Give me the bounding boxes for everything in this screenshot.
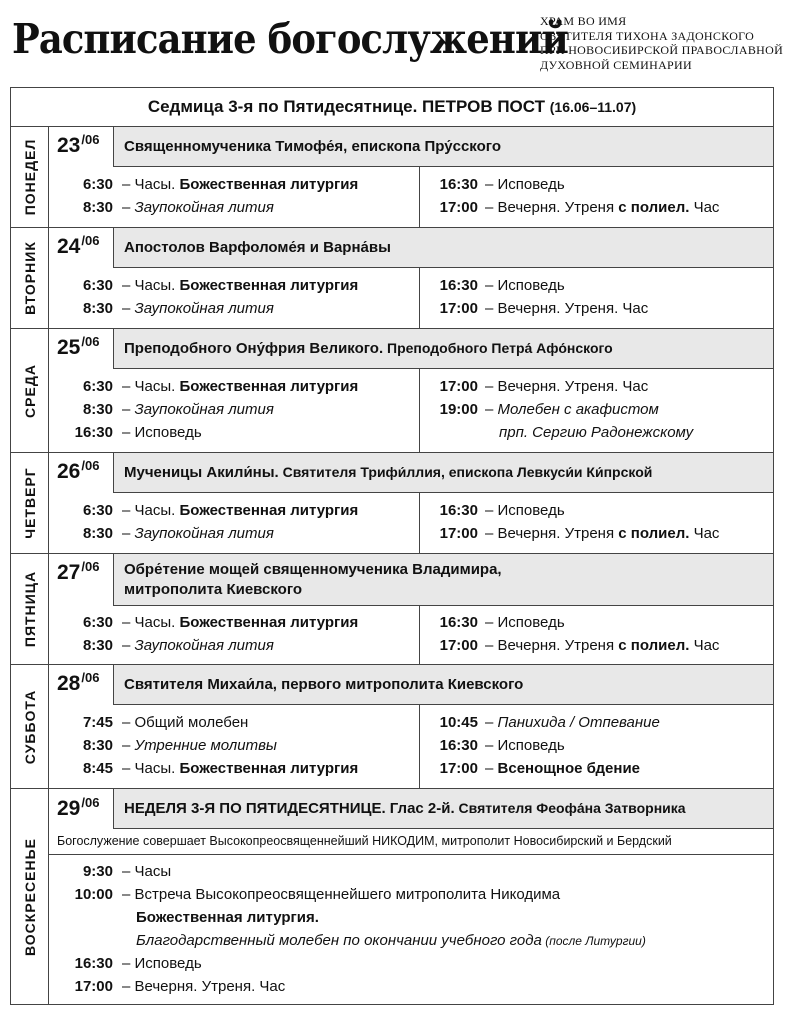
service-item: – Панихида / Отпевание (485, 714, 660, 731)
service-note: Богослужение совершает Высокопреосвященнейший НИКОДИМ, митрополит Новосибирский и Бердский (49, 829, 773, 855)
column-divider (419, 493, 420, 554)
feast-title: Священномученика Тимофе́я, епископа Пру́сского (113, 127, 773, 167)
services-right (485, 499, 719, 545)
church-line: ДУХОВНОЙ СЕМИНАРИИ (540, 57, 692, 72)
services-right (485, 611, 719, 657)
service-item: Благодарственный молебен по окончании учебного года (после Литургии) (136, 932, 646, 949)
feast-title: Обре́тение мощей священномученика Владимира, митрополита Киевского (113, 554, 773, 606)
times-right: 16:30 17:00 (439, 277, 478, 317)
day-row-thursday (11, 452, 773, 553)
service-item: – Вечерня. Утреня с полиел. Час (485, 199, 720, 216)
feast-title: Апостолов Варфоломе́я и Варна́вы (113, 228, 773, 268)
schedule-table (10, 87, 774, 1005)
service-item: – Исповедь (122, 424, 202, 441)
column-divider (419, 606, 420, 665)
service-item: – Вечерня. Утреня с полиел. Час (485, 525, 720, 542)
service-item: – Заупокойная лития (122, 525, 274, 542)
church-line: ПРИ НОВОСИБИРСКОЙ ПРАВОСЛАВНОЙ (540, 43, 784, 57)
services-right (485, 711, 660, 780)
date: $27^{/06}$ (57, 559, 100, 584)
service-item: – Всенощное бдение (485, 760, 641, 777)
service-item: Божественная литургия. (136, 909, 319, 926)
header (8, 6, 784, 76)
services-right (485, 173, 719, 219)
service-item: – Часы. Божественная литургия (122, 277, 359, 294)
services-right (485, 375, 693, 444)
church-line: СВЯТИТЕЛЯ ТИХОНА ЗАДОНСКОГО (540, 28, 755, 43)
weekday-label: ВТОРНИК (11, 228, 49, 328)
day-row-tuesday (11, 227, 773, 328)
service-item: – Заупокойная лития (122, 199, 274, 216)
feast-title: Преподобного Ону́фрия Великого. Преподобного Петра́ Афо́нского (113, 329, 773, 369)
service-item: – Исповедь (485, 737, 565, 754)
page-title: Расписание богослужений (12, 15, 568, 63)
service-item: – Вечерня. Утреня с полиел. Час (485, 637, 720, 654)
times-right: 16:30 17:00 (439, 176, 478, 216)
date: $26^{/06}$ (57, 458, 100, 483)
week-name: Седмица 3-я по Пятидесятнице. ПЕТРОВ ПОСТ (147, 97, 546, 116)
service-item: – Встреча Высокопреосвященнейшего митрополита Никодима (122, 886, 561, 903)
services-right (485, 274, 648, 320)
times-left: 9:30 10:00 16:30 17:00 (74, 863, 113, 995)
weekday-label: ПОНЕДЕЛ (11, 127, 49, 227)
service-item: – Исповедь (485, 614, 565, 631)
service-item: – Вечерня. Утреня. Час (485, 378, 649, 395)
times-left: 6:30 8:30 (82, 614, 113, 654)
service-item: – Заупокойная лития (122, 300, 274, 317)
day-row-sunday (11, 788, 773, 1004)
feast-title: НЕДЕЛЯ 3-Я ПО ПЯТИДЕСЯТНИЦЕ. Глас 2-й. Святителя Феофа́на Затворника (113, 789, 773, 829)
date: $28^{/06}$ (57, 670, 100, 695)
service-item: – Исповедь (485, 502, 565, 519)
service-item: – Исповедь (122, 955, 202, 972)
services-left (122, 711, 358, 780)
day-row-friday (11, 553, 773, 664)
date: $25^{/06}$ (57, 334, 100, 359)
times-left: 6:30 8:30 16:30 (74, 378, 113, 441)
times-left: 6:30 8:30 (82, 277, 113, 317)
service-item: – Утренние молитвы (122, 737, 277, 754)
service-item: – Вечерня. Утреня. Час (485, 300, 649, 317)
weekday-label: ВОСКРЕСЕНЬЕ (11, 789, 49, 1004)
day-row-monday (11, 126, 773, 227)
service-item: прп. Сергию Радонежскому (499, 424, 694, 441)
service-item: – Молебен с акафистом (485, 401, 659, 418)
column-divider (419, 167, 420, 228)
service-item: – Часы. Божественная литургия (122, 378, 359, 395)
church-line: ХРАМ ВО ИМЯ (540, 14, 627, 28)
column-divider (419, 369, 420, 453)
service-item: – Исповедь (485, 277, 565, 294)
times-right: 17:00 19:00 (439, 378, 478, 418)
feast-title: Мученицы Акили́ны. Святителя Трифи́ллия, епископа Левкуси́и Ки́прской (113, 453, 773, 493)
times-left: 7:45 8:30 8:45 (82, 714, 113, 777)
service-item: – Общий молебен (122, 714, 249, 731)
times-right: 10:45 16:30 17:00 (439, 714, 478, 777)
date: $24^{/06}$ (57, 233, 100, 258)
day-row-saturday (11, 664, 773, 788)
weekday-label: ПЯТНИЦА (11, 554, 49, 664)
service-item: – Часы. Божественная литургия (122, 614, 359, 631)
times-left: 6:30 8:30 (82, 502, 113, 542)
service-item: – Заупокойная лития (122, 637, 274, 654)
week-range: (16.06–11.07) (549, 99, 637, 115)
weekday-label: ЧЕТВЕРГ (11, 453, 49, 553)
service-item: – Часы. Божественная литургия (122, 502, 359, 519)
times-left: 6:30 8:30 (82, 176, 113, 216)
date: $23^{/06}$ (57, 132, 100, 157)
services-left (122, 375, 358, 444)
times-right: 16:30 17:00 (439, 614, 478, 654)
service-item: – Часы. Божественная литургия (122, 176, 359, 193)
church-name (540, 14, 783, 72)
services-left (122, 499, 358, 545)
service-item: – Часы. Божественная литургия (122, 760, 359, 777)
service-item: – Исповедь (485, 176, 565, 193)
service-item: – Заупокойная лития (122, 401, 274, 418)
day-row-wednesday (11, 328, 773, 452)
times-right: 16:30 17:00 (439, 502, 478, 542)
feast-title: Святителя Михаи́ла, первого митрополита Киевского (113, 665, 773, 705)
weekday-label: СРЕДА (11, 329, 49, 452)
service-item: – Часы (122, 863, 172, 880)
services-sunday (122, 860, 646, 998)
services-left (122, 173, 358, 219)
services-left (122, 611, 358, 657)
service-item: – Вечерня. Утреня. Час (122, 978, 286, 995)
services-left (122, 274, 358, 320)
column-divider (419, 268, 420, 329)
date: $29^{/06}$ (57, 795, 100, 820)
weekday-label: СУББОТА (11, 665, 49, 788)
week-title (11, 88, 773, 126)
column-divider (419, 705, 420, 789)
